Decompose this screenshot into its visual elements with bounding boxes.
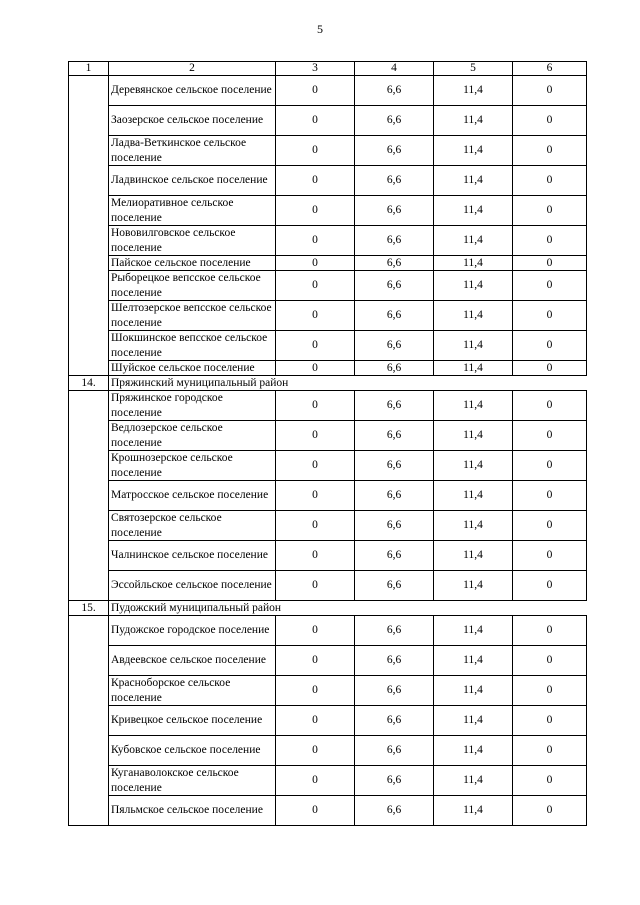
value-cell-c4: 6,6 [355,196,434,226]
settlement-name: Ведлозерское сельское поселение [109,421,276,451]
value-cell-c6: 0 [513,271,587,301]
value-cell-c4: 6,6 [355,541,434,571]
value-cell-c6: 0 [513,391,587,421]
table-row [69,256,587,271]
value-cell-c3: 0 [276,331,355,361]
value-cell-c5: 11,4 [434,796,513,826]
value-cell-c5: 11,4 [434,361,513,376]
value-cell-c5: 11,4 [434,136,513,166]
value-cell-c3: 0 [276,76,355,106]
value-cell-c6: 0 [513,646,587,676]
value-cell-c6: 0 [513,226,587,256]
header-cell: 3 [276,62,355,76]
value-cell-c3: 0 [276,361,355,376]
settlement-name: Рыборецкое вепсское сельское поселение [109,271,276,301]
table-row [69,331,587,361]
table-row [69,766,587,796]
header-cell: 4 [355,62,434,76]
district-row [69,601,587,616]
data-table [68,61,587,826]
value-cell-c6: 0 [513,616,587,646]
value-cell-c3: 0 [276,511,355,541]
settlement-name: Ладвинское сельское поселение [109,166,276,196]
value-cell-c5: 11,4 [434,391,513,421]
value-cell-c5: 11,4 [434,676,513,706]
value-cell-c4: 6,6 [355,391,434,421]
header-cell: 5 [434,62,513,76]
settlement-name: Пайское сельское поселение [109,256,276,271]
value-cell-c4: 6,6 [355,676,434,706]
value-cell-c3: 0 [276,421,355,451]
value-cell-c5: 11,4 [434,196,513,226]
value-cell-c4: 6,6 [355,796,434,826]
value-cell-c5: 11,4 [434,421,513,451]
value-cell-c5: 11,4 [434,271,513,301]
value-cell-c6: 0 [513,76,587,106]
settlement-name: Чалнинское сельское поселение [109,541,276,571]
value-cell-c5: 11,4 [434,571,513,601]
settlement-name: Куганаволокское сельское поселение [109,766,276,796]
value-cell-c6: 0 [513,796,587,826]
value-cell-c6: 0 [513,331,587,361]
value-cell-c4: 6,6 [355,256,434,271]
table-row [69,421,587,451]
value-cell-c6: 0 [513,736,587,766]
table-row [69,541,587,571]
settlement-name: Красноборское сельское поселение [109,676,276,706]
district-number: 15. [69,601,109,616]
value-cell-c4: 6,6 [355,361,434,376]
value-cell-c4: 6,6 [355,421,434,451]
value-cell-c5: 11,4 [434,256,513,271]
value-cell-c3: 0 [276,196,355,226]
value-cell-c4: 6,6 [355,106,434,136]
value-cell-c5: 11,4 [434,511,513,541]
table-row [69,511,587,541]
value-cell-c6: 0 [513,421,587,451]
value-cell-c6: 0 [513,166,587,196]
value-cell-c6: 0 [513,361,587,376]
table-body [69,62,587,826]
value-cell-c6: 0 [513,511,587,541]
value-cell-c3: 0 [276,166,355,196]
value-cell-c3: 0 [276,676,355,706]
value-cell-c5: 11,4 [434,706,513,736]
settlement-name: Нововилговское сельское поселение [109,226,276,256]
table-row [69,481,587,511]
table-row [69,571,587,601]
district-row [69,376,587,391]
value-cell-c6: 0 [513,766,587,796]
value-cell-c4: 6,6 [355,736,434,766]
value-cell-c4: 6,6 [355,571,434,601]
table-row [69,301,587,331]
value-cell-c4: 6,6 [355,481,434,511]
table-row [69,136,587,166]
settlement-name: Деревянское сельское поселение [109,76,276,106]
value-cell-c5: 11,4 [434,106,513,136]
settlement-name: Ладва-Веткинское сельское поселение [109,136,276,166]
value-cell-c3: 0 [276,481,355,511]
number-cell [69,76,109,376]
district-name: Пудожский муниципальный район [109,601,587,616]
table-row [69,196,587,226]
value-cell-c6: 0 [513,256,587,271]
value-cell-c6: 0 [513,676,587,706]
value-cell-c3: 0 [276,271,355,301]
value-cell-c3: 0 [276,571,355,601]
value-cell-c3: 0 [276,616,355,646]
value-cell-c3: 0 [276,226,355,256]
value-cell-c3: 0 [276,136,355,166]
value-cell-c6: 0 [513,571,587,601]
settlement-name: Крошнозерское сельское поселение [109,451,276,481]
value-cell-c4: 6,6 [355,331,434,361]
value-cell-c3: 0 [276,646,355,676]
value-cell-c4: 6,6 [355,706,434,736]
table-row [69,676,587,706]
table-row [69,271,587,301]
value-cell-c4: 6,6 [355,271,434,301]
value-cell-c5: 11,4 [434,331,513,361]
number-cell [69,391,109,601]
table-row [69,706,587,736]
value-cell-c4: 6,6 [355,766,434,796]
settlement-name: Шуйское сельское поселение [109,361,276,376]
value-cell-c4: 6,6 [355,136,434,166]
table-row [69,391,587,421]
settlement-name: Эссойльское сельское поселение [109,571,276,601]
table-row [69,796,587,826]
table-row [69,736,587,766]
value-cell-c3: 0 [276,106,355,136]
value-cell-c6: 0 [513,706,587,736]
value-cell-c5: 11,4 [434,76,513,106]
value-cell-c3: 0 [276,256,355,271]
value-cell-c5: 11,4 [434,541,513,571]
value-cell-c5: 11,4 [434,736,513,766]
value-cell-c4: 6,6 [355,226,434,256]
value-cell-c3: 0 [276,391,355,421]
value-cell-c3: 0 [276,766,355,796]
table-row [69,226,587,256]
settlement-name: Пудожское городское поселение [109,616,276,646]
value-cell-c4: 6,6 [355,451,434,481]
settlement-name: Шелтозерское вепсское сельское поселение [109,301,276,331]
value-cell-c5: 11,4 [434,766,513,796]
value-cell-c4: 6,6 [355,646,434,676]
table-row [69,166,587,196]
district-number: 14. [69,376,109,391]
settlement-name: Кривецкое сельское поселение [109,706,276,736]
settlement-name: Авдеевское сельское поселение [109,646,276,676]
value-cell-c5: 11,4 [434,301,513,331]
table-row [69,361,587,376]
value-cell-c6: 0 [513,301,587,331]
value-cell-c6: 0 [513,541,587,571]
value-cell-c3: 0 [276,796,355,826]
table-row [69,646,587,676]
value-cell-c6: 0 [513,136,587,166]
value-cell-c5: 11,4 [434,646,513,676]
value-cell-c6: 0 [513,196,587,226]
value-cell-c6: 0 [513,106,587,136]
page-number: 5 [317,22,323,36]
settlement-name: Кубовское сельское поселение [109,736,276,766]
header-row [69,62,587,76]
table-row [69,616,587,646]
value-cell-c6: 0 [513,481,587,511]
value-cell-c4: 6,6 [355,76,434,106]
settlement-name: Мелиоративное сельское поселение [109,196,276,226]
value-cell-c5: 11,4 [434,616,513,646]
value-cell-c3: 0 [276,736,355,766]
value-cell-c5: 11,4 [434,226,513,256]
settlement-name: Заозерское сельское поселение [109,106,276,136]
value-cell-c4: 6,6 [355,616,434,646]
value-cell-c4: 6,6 [355,301,434,331]
settlement-name: Шокшинское вепсское сельское поселение [109,331,276,361]
value-cell-c5: 11,4 [434,451,513,481]
value-cell-c3: 0 [276,301,355,331]
district-name: Пряжинский муниципальный район [109,376,587,391]
table-row [69,76,587,106]
number-cell [69,616,109,826]
header-cell: 2 [109,62,276,76]
value-cell-c3: 0 [276,541,355,571]
value-cell-c6: 0 [513,451,587,481]
settlement-name: Матросское сельское поселение [109,481,276,511]
value-cell-c5: 11,4 [434,166,513,196]
header-cell: 6 [513,62,587,76]
value-cell-c3: 0 [276,451,355,481]
table-row [69,451,587,481]
value-cell-c4: 6,6 [355,511,434,541]
value-cell-c3: 0 [276,706,355,736]
settlement-name: Святозерское сельское поселение [109,511,276,541]
value-cell-c5: 11,4 [434,481,513,511]
settlement-name: Пряжинское городское поселение [109,391,276,421]
settlement-name: Пяльмское сельское поселение [109,796,276,826]
header-cell: 1 [69,62,109,76]
value-cell-c4: 6,6 [355,166,434,196]
table-row [69,106,587,136]
